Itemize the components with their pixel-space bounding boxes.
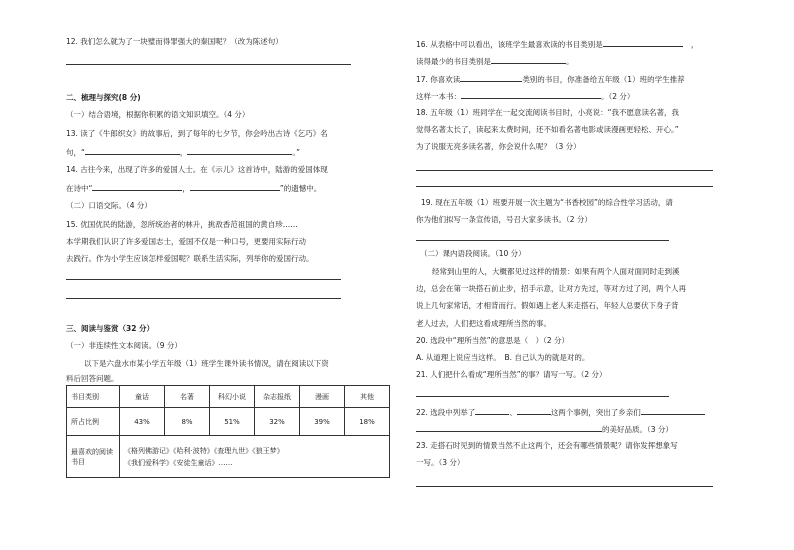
q19-answer-line[interactable] <box>416 240 669 241</box>
q13-blank-2[interactable] <box>187 146 292 155</box>
q17-prefix-2: 这样一本书： <box>416 92 461 101</box>
q22-line1 <box>416 406 705 418</box>
q17-prefix: 17. 你喜欢读 <box>416 75 461 84</box>
subsection2-title: （二）口语交际。（4 分） <box>66 201 152 210</box>
q23-answer-line[interactable] <box>416 486 713 487</box>
q21-answer-line[interactable] <box>416 396 669 397</box>
q22-line2 <box>416 423 673 435</box>
q15-answer-line-2[interactable] <box>66 298 341 299</box>
table-header-row <box>67 386 390 408</box>
q18-line2: 觉得名著太长了，读起来太费时间，还不如看名著电影或读漫画更轻松、开心。” <box>416 125 679 134</box>
q18-answer-line-2[interactable] <box>416 186 713 187</box>
q19-line2: 你为他们拟写一条宣传语，号召大家多读书。（2 分） <box>416 215 592 224</box>
q22-sep: 、 <box>509 408 517 417</box>
category-cell: 杂志报纸 <box>255 386 300 408</box>
q18-answer-line-1[interactable] <box>416 170 713 171</box>
ratio-cell: 51% <box>210 408 255 436</box>
q17-line1 <box>416 73 685 85</box>
ratio-cell: 39% <box>300 408 345 436</box>
q18-line3: 为了说服无亮多读名著，你会说什么呢？（3 分） <box>416 142 581 151</box>
category-cell: 科幻小说 <box>210 386 255 408</box>
table-ratio-label: 所占比例 <box>67 408 120 436</box>
q17-mid: 类别的书目，你准备给五年级（1）班的学生推荐 <box>522 75 685 84</box>
passage-line-2: 边，总会在第一块搭石前止步，招手示意，让对方先过，等对方过了河，两个人再 <box>416 284 686 293</box>
q23-line2: 一写。（3 分） <box>416 458 465 467</box>
ratio-cell: 18% <box>345 408 390 436</box>
q15-line1: 15. 优国优民的陆游，忽所统治者的林升，挑敌香范祖国的黄自珍…… <box>66 220 298 229</box>
q17-blank-2[interactable] <box>461 90 601 99</box>
q15-answer-line-1[interactable] <box>66 279 341 280</box>
table-intro-line1: 以下是六盘水市某小学五年级（1）班学生课外读书情况，请在阅读以下资 <box>84 359 329 368</box>
q22-blank-2[interactable] <box>517 406 551 415</box>
q12-answer-line[interactable] <box>66 64 351 65</box>
q16-blank-1[interactable] <box>603 38 683 47</box>
subsection4-title: （二）课内语段阅读。（10 分） <box>420 249 526 258</box>
section3-title: 三、阅读与鉴赏（32 分） <box>66 324 155 333</box>
q16-prefix: 16. 从表格中可以看出，该班学生最喜欢读的书目类别是 <box>416 40 603 49</box>
q17-line2 <box>416 90 634 102</box>
ratio-cell: 32% <box>255 408 300 436</box>
subsection3-title: （一）非连续性文本阅读。（9 分） <box>66 341 182 350</box>
q17-blank-1[interactable] <box>460 73 522 82</box>
passage-line-4: 老人过去，人们把这看成理所当然的事。 <box>416 319 551 328</box>
q13-suffix: 。” <box>292 148 301 157</box>
table-intro-line2: 料后回答问题。 <box>66 374 119 383</box>
q16-period: 。 <box>566 57 574 66</box>
q16-line1 <box>416 38 698 50</box>
q13-line2 <box>66 146 300 158</box>
q22-suffix: 的美好品质。（3 分） <box>602 425 673 434</box>
category-cell: 童话 <box>120 386 165 408</box>
q16-blank-2[interactable] <box>491 55 566 64</box>
category-cell: 名著 <box>165 386 210 408</box>
q15-line2: 本学期我们认识了许多爱国志士，爱国不仅是一种口号，更要用实际行动 <box>66 237 306 246</box>
q13-prefix: 句，“ <box>66 148 85 157</box>
q12-text: 12. 我们怎么就为了一块璧而得罪强大的秦国呢？（改为陈述句） <box>66 37 283 46</box>
q14-prefix: 在诗中“ <box>66 184 93 193</box>
q18-line1: 18. 五年级（1）班同学在一起交流阅读书目时，小亮说：“我不愿意读名著，我 <box>416 108 679 117</box>
q16-line2 <box>416 55 574 67</box>
q22-blank-3[interactable] <box>641 406 705 415</box>
q16-prefix-2: 读得最少的书目类别是 <box>416 57 491 66</box>
q22-blank-1[interactable] <box>475 406 509 415</box>
q14-line2 <box>66 182 321 194</box>
q20-text: 20. 选段中“理所当然”的意思是（ ）（2 分） <box>416 336 569 345</box>
q21-text: 21. 人们把什么看成“理所当然”的事？请写一写。（2 分） <box>416 370 607 379</box>
passage-line-1: 经常到山里的人，大概都见过这样的情景：如果有两个人面对面同时走到溪 <box>432 267 680 276</box>
q15-line3: 去践行。作为小学生应该怎样爱国呢？联系生活实际，列举你的爱国行动。 <box>66 254 314 263</box>
q22-blank-4[interactable] <box>416 423 602 432</box>
books-line-1: 《格列佛游记》《哈利·波特》《查理九世》《狼王梦》 <box>124 446 284 455</box>
q20-options: A. 从道理上说应当这样。 B. 自己认为的就是对的。 <box>416 353 590 362</box>
reading-stats-table <box>66 385 390 478</box>
q17-suffix: 。（2 分） <box>601 92 635 101</box>
q14-comma: ， <box>182 184 190 193</box>
subsection1-title: （一）结合语境，根据你积累的语文知识填空。（4 分） <box>66 110 250 119</box>
category-cell: 其他 <box>345 386 390 408</box>
section2-title: 二、梳理与探究(8 分) <box>66 93 141 102</box>
q19-line1: 19. 现在五年级（1）班要开展一次主题为“书香校园”的综合性学习活动，请 <box>421 198 673 207</box>
table-books-label: 最喜欢的阅读书目 <box>67 436 120 478</box>
q13-line1: 13. 读了《牛郎织女》的故事后，到了每年的七夕节，你会吟出古诗《乞巧》名 <box>66 129 328 138</box>
books-line-2: 《我们爱科学》《安徒生童话》…… <box>124 458 233 467</box>
q22-prefix: 22. 选段中列举了 <box>416 408 476 417</box>
passage-line-3: 说上几句家常话，才相背而行。假如遇上老人来走搭石，年轻人总要伏下身子背 <box>416 301 679 310</box>
q14-suffix: ”的遗憾中。 <box>279 184 322 193</box>
table-header-label: 书目类别 <box>67 386 120 408</box>
q22-mid: 这两个事例，突出了乡亲们 <box>550 408 641 417</box>
q16-comma: ， <box>690 40 699 49</box>
q14-line1: 14. 古往今来，出现了许多的爱国人士。在《示儿》这首诗中，陆游的爱国体现 <box>66 165 328 174</box>
ratio-cell: 8% <box>165 408 210 436</box>
favorite-books-cell <box>120 436 390 478</box>
q23-line1: 23. 走搭石时见到的情景当然不止这两个，还会有哪些情景呢？请你发挥想象写 <box>416 441 678 450</box>
q14-blank-2[interactable] <box>190 182 280 191</box>
table-ratio-row <box>67 408 390 436</box>
category-cell: 漫画 <box>300 386 345 408</box>
q13-comma: ， <box>179 148 188 157</box>
q14-blank-1[interactable] <box>92 182 182 191</box>
q13-blank-1[interactable] <box>85 146 180 155</box>
ratio-cell: 43% <box>120 408 165 436</box>
table-books-row <box>67 436 390 478</box>
